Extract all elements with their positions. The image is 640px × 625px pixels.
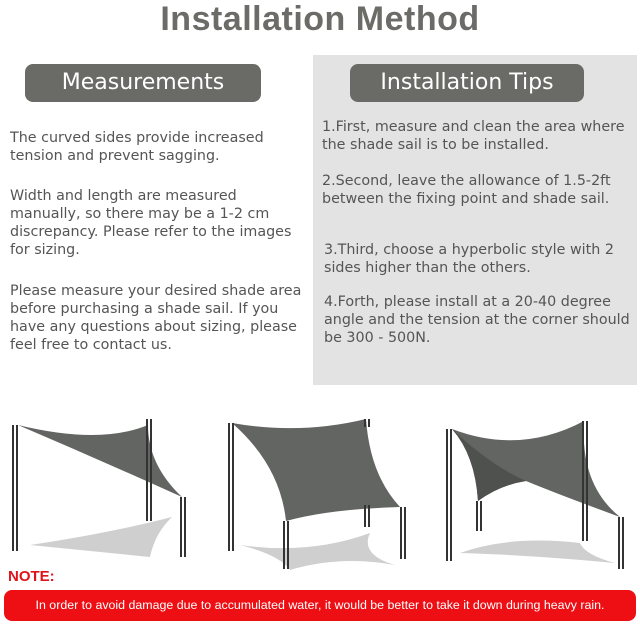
note-label: NOTE:	[8, 568, 55, 585]
tip-item: 3.Third, choose a hyperbolic style with 2 sides higher than the others.	[324, 242, 614, 276]
measurements-heading: Measurements	[25, 64, 261, 102]
measurements-paragraph: Width and length are measured manually, so there may be a 1-2 cm discrepancy. Please refer to the images for sizing.	[10, 188, 292, 258]
hyperbolic-sail-illustration	[420, 405, 640, 570]
measurements-paragraph: The curved sides provide increased tension and prevent sagging.	[10, 130, 264, 164]
installation-tips-heading: Installation Tips	[350, 64, 584, 102]
triangle-sail-icon	[0, 405, 220, 570]
square-sail-icon	[210, 405, 430, 570]
note-banner: In order to avoid damage due to accumulated water, it would be better to take it down during heavy rain.	[4, 590, 636, 621]
page-title: Installation Method	[160, 0, 480, 38]
tip-item: 4.Forth, please install at a 20-40 degree angle and the tension at the corner should be 300 - 500N.	[324, 294, 630, 346]
tip-item: 2.Second, leave the allowance of 1.5-2ft between the fixing point and shade sail.	[322, 173, 611, 207]
tip-item: 1.First, measure and clean the area where the shade sail is to be installed.	[322, 119, 625, 153]
hyperbolic-sail-icon	[420, 405, 640, 570]
triangle-sail-illustration	[0, 405, 220, 570]
square-sail-illustration	[210, 405, 430, 570]
measurements-paragraph: Please measure your desired shade area before purchasing a shade sail. If you have any questions about sizing, please feel free to contact us.	[10, 283, 302, 353]
